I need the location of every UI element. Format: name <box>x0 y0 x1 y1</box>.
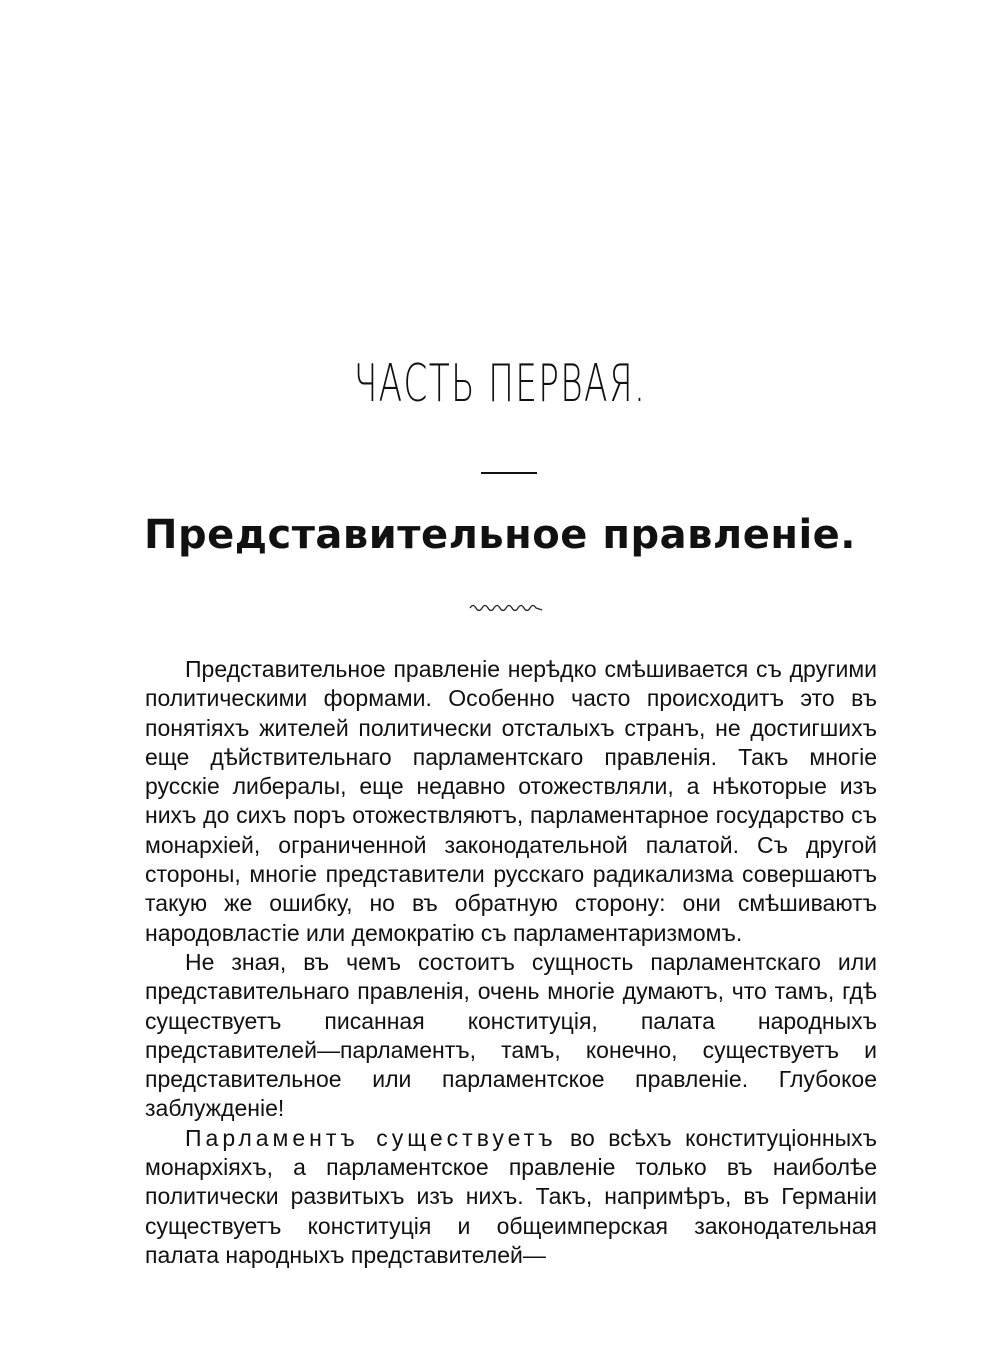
body-text <box>145 655 877 1270</box>
chapter-title: Представительное правленіе. <box>143 512 856 558</box>
paragraph-3 <box>145 1124 877 1270</box>
spaced-emphasis: Парламентъ существуетъ <box>185 1124 557 1151</box>
paragraph-1: Представительное правленіе нерѣдко смѣшивается съ другими политическими формами. Особенно часто происходитъ это въ понятіяхъ жителей политически отсталыхъ странъ, не достигшихъ еще дѣйствительнаго парламентскаго правленія. Такъ многіе русскіе либералы, еще недавно отожествляли, а нѣкоторые изъ нихъ до сихъ поръ отожествляютъ, парламентарное государство съ монархіей, ограниченной законодательной палатой. Съ другой стороны, многіе представители русскаго радикализма совершаютъ такую же ошибку, но въ обратную сторону: они смѣшиваютъ народовластіе или демократію съ парламентаризмомъ. <box>145 656 877 946</box>
paragraph-2: Не зная, въ чемъ состоитъ сущность парламентскаго или представительнаго правленія, очень многіе думаютъ, что тамъ, гдѣ существуетъ писанная конституція, палата народныхъ представителей—парламентъ, тамъ, конечно, существуетъ и представительное или парламентское правленіе. Глубокое заблужденіе! <box>145 948 877 1122</box>
wavy-line-ornament-icon <box>468 600 544 614</box>
paragraph-3-text: во всѣхъ конституціонныхъ монархіяхъ, а парламентское правленіе только въ наиболѣе политически развитыхъ изъ нихъ. Такъ, напримѣръ, въ Германіи существуетъ конституція и общеимперская законодательная палата народныхъ представителей— <box>145 1124 877 1268</box>
part-title: ЧАСТЬ ПЕРВАЯ. <box>353 354 647 414</box>
title-rule <box>481 472 537 474</box>
